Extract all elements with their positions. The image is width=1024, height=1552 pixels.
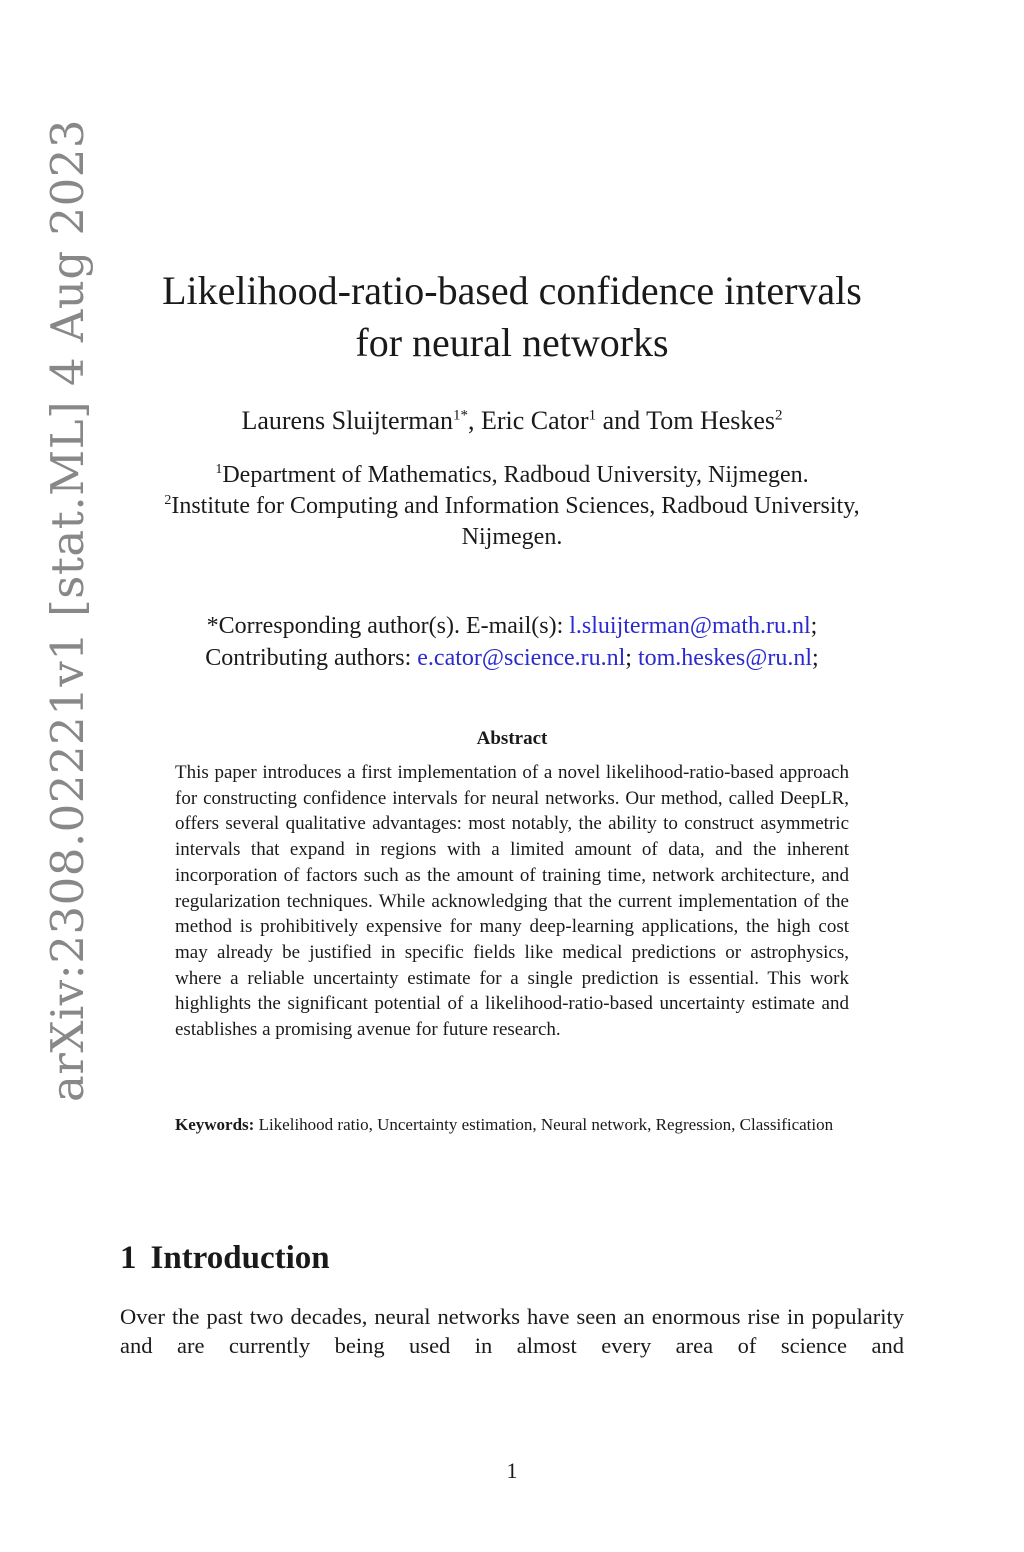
section-heading (120, 1240, 330, 1277)
abstract-heading: Abstract (476, 728, 548, 749)
arxiv-identifier-stamp (22, 118, 112, 1102)
affiliation-text: Department of Mathematics, Radboud University, Nijmegen. (222, 462, 809, 488)
affiliation-mark: 1 (215, 462, 223, 477)
author-name: Eric Cator (481, 406, 589, 435)
contact-info (100, 610, 924, 674)
title-line-1: Likelihood-ratio-based confidence intervals (162, 268, 862, 313)
affiliation-mark: 2 (164, 493, 172, 508)
corresponding-email-link[interactable]: l.sluijterman@math.ru.nl (569, 613, 811, 639)
author-affiliation-mark: 1* (453, 407, 468, 424)
affiliation-item (120, 460, 904, 491)
author-affiliation-mark: 2 (775, 407, 783, 424)
author-name: Tom Heskes (646, 406, 776, 435)
title-line-2: for neural networks (355, 320, 669, 365)
affiliation-list (120, 460, 904, 553)
contributing-email-link[interactable]: e.cator@science.ru.nl (417, 645, 626, 671)
section-number: 1 (120, 1240, 137, 1276)
affiliation-text: Institute for Computing and Information Sciences, Radboud University, Nijmegen. (171, 493, 860, 550)
author-affiliation-mark: 1 (588, 407, 597, 424)
section-title: Introduction (150, 1240, 330, 1276)
corresponding-label: *Corresponding author(s). E-mail(s): (206, 613, 570, 639)
contributing-label: Contributing authors: (205, 645, 418, 671)
keywords-text: Likelihood ratio, Uncertainty estimation, Neural network, Regression, Classification (258, 1115, 834, 1134)
keywords (175, 1113, 849, 1136)
email-separator: ; (625, 645, 632, 671)
author-name: Laurens Sluijterman (241, 406, 453, 435)
corresponding-author-line (100, 610, 924, 642)
email-separator: ; (810, 613, 818, 639)
page-number: 1 (506, 1458, 518, 1483)
introduction-paragraph: Over the past two decades, neural networks have seen an enormous rise in popularity and are currently being used in almost every area of science and (120, 1304, 904, 1358)
author-separator: and (596, 406, 647, 435)
paper-title (160, 265, 864, 369)
keywords-label: Keywords: (175, 1115, 255, 1134)
author-separator: , (468, 406, 481, 435)
author-list (120, 405, 904, 437)
contributing-authors-line (100, 642, 924, 674)
affiliation-item (120, 491, 904, 553)
abstract-text: This paper introduces a first implementation of a novel likelihood-ratio-based approach for constructing confidence intervals for neural networks. Our method, called DeepLR, offers several qualitative advantages: most notably, the ability to construct asymmetric intervals that expand in regions with a limited amount of data, and the inherent incorporation of factors such as the amount of training time, network architecture, and regularization techniques. While acknowledging that the current implementation of the method is prohibitively expensive for many deep-learning applications, the high cost may already be justified in specific fields like medical predictions or astrophysics, where a reliable uncertainty estimate for a single prediction is essential. This work highlights the significant potential of a likelihood-ratio-based uncertainty estimate and establishes a promising avenue for future research. (175, 762, 849, 1041)
email-separator: ; (812, 645, 819, 671)
contributing-email-link[interactable]: tom.heskes@ru.nl (637, 645, 813, 671)
arxiv-id-text: arXiv:2308.02221v1 [stat.ML] 4 Aug 2023 (40, 118, 94, 1102)
